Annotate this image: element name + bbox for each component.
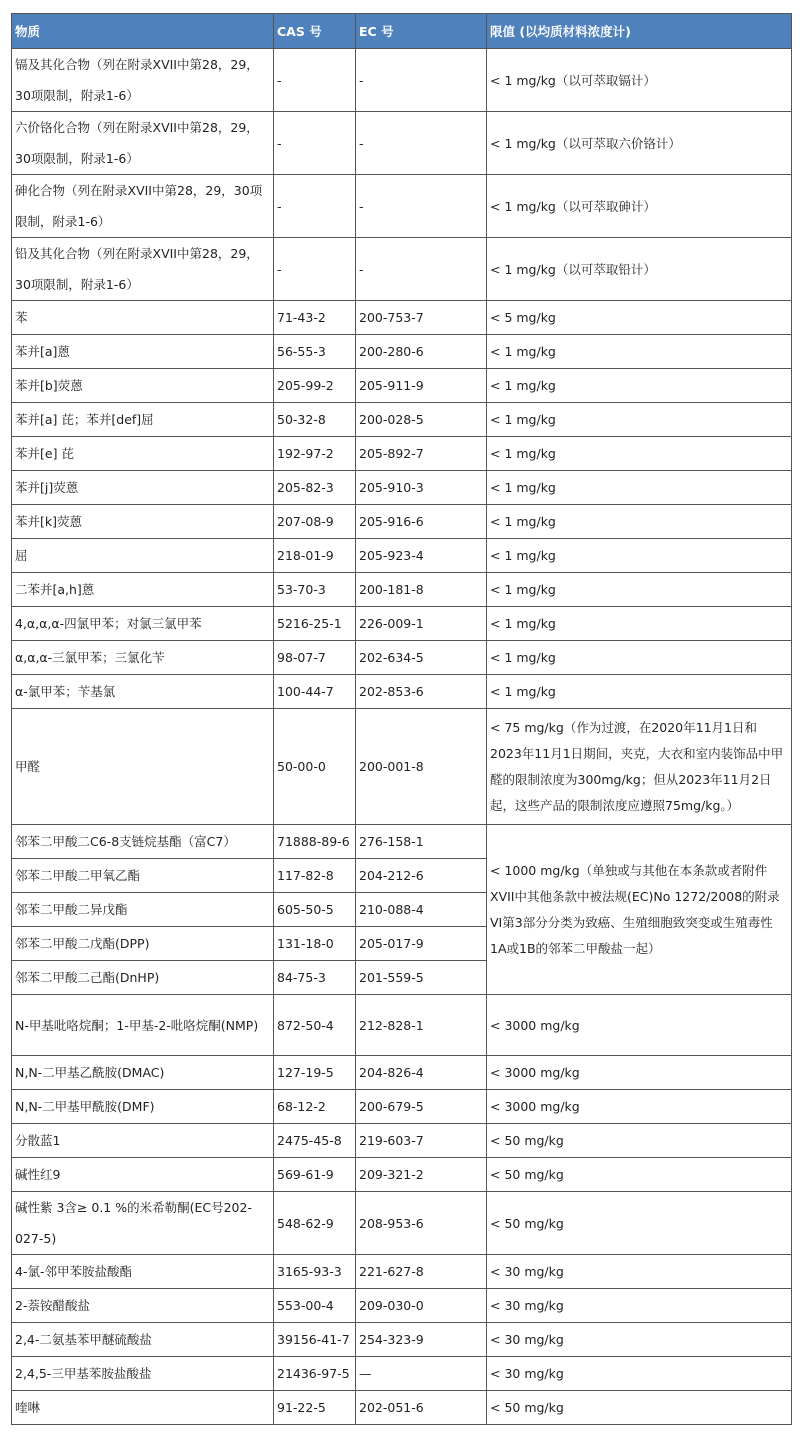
substance-cell: 邻苯二甲酸二异戊酯 [12, 893, 274, 927]
table-row [12, 675, 792, 709]
table-row [12, 238, 792, 301]
table-row [12, 1289, 792, 1323]
limit-cell: < 50 mg/kg [487, 1391, 792, 1425]
limit-cell: < 1 mg/kg（以可萃取铅计） [487, 238, 792, 301]
ec-cell: 201-559-5 [356, 961, 487, 995]
header-substance: 物质 [12, 14, 274, 49]
limit-cell: < 1 mg/kg [487, 539, 792, 573]
cas-cell: 553-00-4 [274, 1289, 356, 1323]
substance-cell: 4-氯-邻甲苯胺盐酸酯 [12, 1255, 274, 1289]
limit-cell: < 1 mg/kg [487, 573, 792, 607]
ec-cell: - [356, 49, 487, 112]
ec-cell: 205-916-6 [356, 505, 487, 539]
cas-cell: 39156-41-7 [274, 1323, 356, 1357]
ec-cell: 202-051-6 [356, 1391, 487, 1425]
cas-cell: 3165-93-3 [274, 1255, 356, 1289]
table-row [12, 1056, 792, 1090]
substance-cell: 苯并[a]蒽 [12, 335, 274, 369]
ec-cell: 209-030-0 [356, 1289, 487, 1323]
substance-cell: 苯并[j]荧蒽 [12, 471, 274, 505]
table-row [12, 335, 792, 369]
limit-cell: < 1 mg/kg [487, 335, 792, 369]
table-row [12, 112, 792, 175]
substance-cell: N,N-二甲基甲酰胺(DMF) [12, 1090, 274, 1124]
ec-cell: 212-828-1 [356, 995, 487, 1056]
cas-cell: 569-61-9 [274, 1158, 356, 1192]
limit-cell: < 1000 mg/kg（单独或与其他在本条款或者附件XVII中其他条款中被法规(EC)No 1272/2008的附录VI第3部分分类为致癌、生殖细胞致突变或生殖毒性1A或1B的邻苯二甲酸盐一起） [487, 825, 792, 995]
table-row [12, 49, 792, 112]
substance-cell: 4,α,α,α-四氯甲苯；对氯三氯甲苯 [12, 607, 274, 641]
substance-cell: N,N-二甲基乙酰胺(DMAC) [12, 1056, 274, 1090]
table-row [12, 539, 792, 573]
substance-cell: 碱性红9 [12, 1158, 274, 1192]
cas-cell: - [274, 49, 356, 112]
cas-cell: 548-62-9 [274, 1192, 356, 1255]
cas-cell: - [274, 238, 356, 301]
ec-cell: 205-911-9 [356, 369, 487, 403]
cas-cell: - [274, 175, 356, 238]
limit-cell: < 1 mg/kg [487, 369, 792, 403]
limit-cell: < 30 mg/kg [487, 1255, 792, 1289]
substance-cell: 苯并[a] 芘；苯并[def]屈 [12, 403, 274, 437]
cas-cell: 205-99-2 [274, 369, 356, 403]
ec-cell: 209-321-2 [356, 1158, 487, 1192]
ec-cell: 205-923-4 [356, 539, 487, 573]
limit-cell: < 3000 mg/kg [487, 1056, 792, 1090]
substance-cell: 屈 [12, 539, 274, 573]
substance-cell: 六价铬化合物（列在附录XVII中第28，29，30项限制，附录1-6） [12, 112, 274, 175]
table-row [12, 641, 792, 675]
ec-cell: 204-212-6 [356, 859, 487, 893]
substance-cell: 砷化合物（列在附录XVII中第28，29，30项限制，附录1-6） [12, 175, 274, 238]
substance-cell: 邻苯二甲酸二C6-8支链烷基酯（富C7） [12, 825, 274, 859]
limit-cell: < 30 mg/kg [487, 1323, 792, 1357]
table-row [12, 1124, 792, 1158]
table-row [12, 1158, 792, 1192]
substance-cell: 苯并[e] 芘 [12, 437, 274, 471]
table-row [12, 403, 792, 437]
cas-cell: 71-43-2 [274, 301, 356, 335]
ec-cell: 200-679-5 [356, 1090, 487, 1124]
ec-cell: 205-017-9 [356, 927, 487, 961]
limit-cell: < 30 mg/kg [487, 1289, 792, 1323]
ec-cell: - [356, 238, 487, 301]
cas-cell: 21436-97-5 [274, 1357, 356, 1391]
header-cas: CAS 号 [274, 14, 356, 49]
ec-cell: 202-853-6 [356, 675, 487, 709]
substance-cell: 碱性紫 3含≥ 0.1 %的米希勒酮(EC号202-027-5) [12, 1192, 274, 1255]
table-row [12, 471, 792, 505]
limit-cell: < 1 mg/kg（以可萃取六价铬计） [487, 112, 792, 175]
cas-cell: 100-44-7 [274, 675, 356, 709]
cas-cell: 218-01-9 [274, 539, 356, 573]
table-row [12, 709, 792, 825]
limit-cell: < 75 mg/kg（作为过渡，在2020年11月1日和2023年11月1日期间，夹克，大衣和室内装饰品中甲醛的限制浓度为300mg/kg；但从2023年11月2日起，这些产品的限制浓度应遵照75mg/kg。） [487, 709, 792, 825]
limit-cell: < 1 mg/kg [487, 403, 792, 437]
limit-cell: < 50 mg/kg [487, 1192, 792, 1255]
cas-cell: 5216-25-1 [274, 607, 356, 641]
cas-cell: 131-18-0 [274, 927, 356, 961]
table-row [12, 301, 792, 335]
substance-cell: 邻苯二甲酸二甲氧乙酯 [12, 859, 274, 893]
header-ec: EC 号 [356, 14, 487, 49]
limit-cell: < 3000 mg/kg [487, 1090, 792, 1124]
limit-cell: < 50 mg/kg [487, 1158, 792, 1192]
table-row [12, 995, 792, 1056]
ec-cell: - [356, 175, 487, 238]
substance-cell: 二苯并[a,h]蒽 [12, 573, 274, 607]
cas-cell: 50-32-8 [274, 403, 356, 437]
substance-cell: 苯 [12, 301, 274, 335]
limit-cell: < 1 mg/kg [487, 437, 792, 471]
cas-cell: 91-22-5 [274, 1391, 356, 1425]
cas-cell: 71888-89-6 [274, 825, 356, 859]
substance-cell: 邻苯二甲酸二己酯(DnHP) [12, 961, 274, 995]
ec-cell: 276-158-1 [356, 825, 487, 859]
ec-cell: 221-627-8 [356, 1255, 487, 1289]
table-row [12, 175, 792, 238]
cas-cell: 127-19-5 [274, 1056, 356, 1090]
substance-cell: 2,4,5-三甲基苯胺盐酸盐 [12, 1357, 274, 1391]
ec-cell: 210-088-4 [356, 893, 487, 927]
limit-cell: < 1 mg/kg [487, 641, 792, 675]
substance-cell: α,α,α-三氯甲苯；三氯化苄 [12, 641, 274, 675]
ec-cell: 200-181-8 [356, 573, 487, 607]
ec-cell: 226-009-1 [356, 607, 487, 641]
limit-cell: < 30 mg/kg [487, 1357, 792, 1391]
cas-cell: 205-82-3 [274, 471, 356, 505]
substance-cell: α-氯甲苯；苄基氯 [12, 675, 274, 709]
ec-cell: 205-910-3 [356, 471, 487, 505]
cas-cell: 53-70-3 [274, 573, 356, 607]
cas-cell: 84-75-3 [274, 961, 356, 995]
limit-cell: < 1 mg/kg [487, 607, 792, 641]
ec-cell: 200-001-8 [356, 709, 487, 825]
cas-cell: 117-82-8 [274, 859, 356, 893]
table-row [12, 505, 792, 539]
table-row [12, 1357, 792, 1391]
cas-cell: 98-07-7 [274, 641, 356, 675]
table-header-row [12, 14, 792, 49]
substance-cell: 甲醛 [12, 709, 274, 825]
table-row [12, 573, 792, 607]
ec-cell: 204-826-4 [356, 1056, 487, 1090]
limit-cell: < 1 mg/kg [487, 471, 792, 505]
ec-cell: 200-280-6 [356, 335, 487, 369]
ec-cell: 219-603-7 [356, 1124, 487, 1158]
limit-cell: < 1 mg/kg（以可萃取镉计） [487, 49, 792, 112]
ec-cell: 205-892-7 [356, 437, 487, 471]
cas-cell: 872-50-4 [274, 995, 356, 1056]
substance-cell: 2-萘铵醋酸盐 [12, 1289, 274, 1323]
cas-cell: - [274, 112, 356, 175]
limit-cell: < 50 mg/kg [487, 1124, 792, 1158]
table-row [12, 1255, 792, 1289]
limit-cell: < 5 mg/kg [487, 301, 792, 335]
table-row [12, 607, 792, 641]
cas-cell: 56-55-3 [274, 335, 356, 369]
ec-cell: 254-323-9 [356, 1323, 487, 1357]
table-row [12, 1090, 792, 1124]
table-row [12, 437, 792, 471]
substance-cell: 分散蓝1 [12, 1124, 274, 1158]
table-row [12, 1323, 792, 1357]
table-row [12, 825, 792, 859]
table-row [12, 1192, 792, 1255]
ec-cell: 200-753-7 [356, 301, 487, 335]
substance-cell: 2,4-二氨基苯甲醚硫酸盐 [12, 1323, 274, 1357]
cas-cell: 68-12-2 [274, 1090, 356, 1124]
limit-cell: < 1 mg/kg（以可萃取砷计） [487, 175, 792, 238]
substance-cell: 邻苯二甲酸二戊酯(DPP) [12, 927, 274, 961]
header-limit: 限值 (以均质材料浓度计) [487, 14, 792, 49]
restricted-substances-table [11, 13, 792, 1425]
limit-cell: < 1 mg/kg [487, 505, 792, 539]
ec-cell: 202-634-5 [356, 641, 487, 675]
table-row [12, 369, 792, 403]
table-body [12, 49, 792, 1425]
ec-cell: — [356, 1357, 487, 1391]
substance-cell: 镉及其化合物（列在附录XVII中第28，29，30项限制，附录1-6） [12, 49, 274, 112]
ec-cell: 200-028-5 [356, 403, 487, 437]
ec-cell: 208-953-6 [356, 1192, 487, 1255]
substance-cell: 铅及其化合物（列在附录XVII中第28，29，30项限制，附录1-6） [12, 238, 274, 301]
substance-cell: N-甲基吡咯烷酮；1-甲基-2-吡咯烷酮(NMP) [12, 995, 274, 1056]
substance-cell: 苯并[b]荧蒽 [12, 369, 274, 403]
cas-cell: 207-08-9 [274, 505, 356, 539]
table-row [12, 1391, 792, 1425]
limit-cell: < 1 mg/kg [487, 675, 792, 709]
limit-cell: < 3000 mg/kg [487, 995, 792, 1056]
cas-cell: 2475-45-8 [274, 1124, 356, 1158]
ec-cell: - [356, 112, 487, 175]
cas-cell: 50-00-0 [274, 709, 356, 825]
substance-cell: 苯并[k]荧蒽 [12, 505, 274, 539]
cas-cell: 605-50-5 [274, 893, 356, 927]
substance-cell: 喹啉 [12, 1391, 274, 1425]
cas-cell: 192-97-2 [274, 437, 356, 471]
